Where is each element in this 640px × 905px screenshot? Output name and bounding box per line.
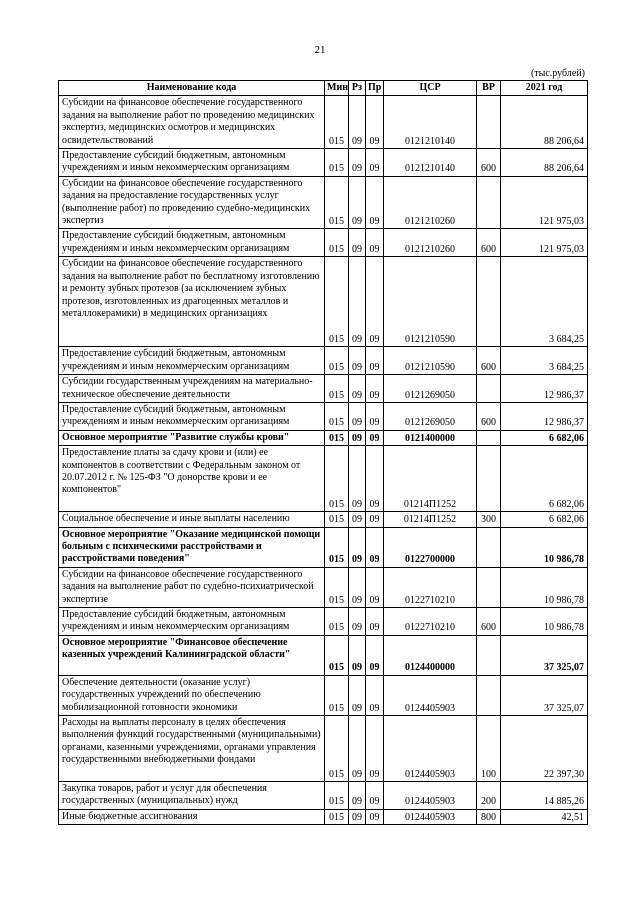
cell-pr: 09 bbox=[366, 716, 384, 782]
cell-name: Иные бюджетные ассигнования bbox=[59, 809, 325, 824]
cell-name: Субсидии на финансовое обеспечение государственного задания на выполнение работ по проведению медицинских экспертиз, медицинских осмотров и медицинских освидетельствований bbox=[59, 96, 325, 149]
cell-csr: 0121210140 bbox=[384, 96, 477, 149]
cell-pr: 09 bbox=[366, 149, 384, 177]
cell-min: 015 bbox=[325, 375, 349, 403]
table-row bbox=[59, 347, 588, 375]
cell-vr bbox=[477, 176, 501, 229]
cell-sum: 12 986,37 bbox=[501, 375, 588, 403]
table-row bbox=[59, 446, 588, 512]
cell-vr bbox=[477, 446, 501, 512]
table-row bbox=[59, 809, 588, 824]
cell-csr: 0124400000 bbox=[384, 635, 477, 675]
cell-sum: 6 682,06 bbox=[501, 430, 588, 445]
cell-vr: 600 bbox=[477, 607, 501, 635]
cell-pr: 09 bbox=[366, 347, 384, 375]
table-row bbox=[59, 675, 588, 715]
cell-min: 015 bbox=[325, 430, 349, 445]
cell-rz: 09 bbox=[349, 527, 366, 567]
cell-vr bbox=[477, 257, 501, 347]
table-row bbox=[59, 527, 588, 567]
cell-csr: 0122700000 bbox=[384, 527, 477, 567]
cell-min: 015 bbox=[325, 567, 349, 607]
table-header-row bbox=[59, 81, 588, 96]
cell-min: 015 bbox=[325, 675, 349, 715]
cell-name: Предоставление субсидий бюджетным, автономным учреждениям и иным некоммерческим организациям bbox=[59, 347, 325, 375]
cell-pr: 09 bbox=[366, 176, 384, 229]
cell-pr: 09 bbox=[366, 257, 384, 347]
cell-sum: 88 206,64 bbox=[501, 149, 588, 177]
cell-sum: 10 986,78 bbox=[501, 527, 588, 567]
cell-rz: 09 bbox=[349, 675, 366, 715]
cell-name: Субсидии на финансовое обеспечение государственного задания на выполнение работ по бесплатному изготовлению и ремонту зубных протезов (за исключением зубных протезов, изготовленных из драгоценных металлов и металлокерамики) в медицинских организациях bbox=[59, 257, 325, 347]
table-row bbox=[59, 567, 588, 607]
cell-pr: 09 bbox=[366, 402, 384, 430]
cell-rz: 09 bbox=[349, 149, 366, 177]
cell-pr: 09 bbox=[366, 512, 384, 527]
cell-min: 015 bbox=[325, 149, 349, 177]
cell-rz: 09 bbox=[349, 96, 366, 149]
cell-rz: 09 bbox=[349, 716, 366, 782]
cell-sum: 10 986,78 bbox=[501, 567, 588, 607]
cell-csr: 0121269050 bbox=[384, 402, 477, 430]
cell-csr: 0124405903 bbox=[384, 716, 477, 782]
cell-name: Обеспечение деятельности (оказание услуг) государственных учреждений по обеспечению мобилизационной готовности экономики bbox=[59, 675, 325, 715]
cell-pr: 09 bbox=[366, 430, 384, 445]
cell-vr bbox=[477, 527, 501, 567]
cell-pr: 09 bbox=[366, 375, 384, 403]
cell-vr: 100 bbox=[477, 716, 501, 782]
cell-min: 015 bbox=[325, 782, 349, 810]
cell-name: Расходы на выплаты персоналу в целях обеспечения выполнения функций государственными (муниципальными) органами, казенными учреждениями, органами управления государственными внебюджетными фондами bbox=[59, 716, 325, 782]
cell-vr bbox=[477, 375, 501, 403]
header-pr: Пр bbox=[366, 81, 384, 96]
cell-rz: 09 bbox=[349, 375, 366, 403]
cell-sum: 10 986,78 bbox=[501, 607, 588, 635]
cell-pr: 09 bbox=[366, 96, 384, 149]
cell-csr: 0121210260 bbox=[384, 176, 477, 229]
cell-csr: 0121210590 bbox=[384, 257, 477, 347]
cell-name: Основное мероприятие "Финансовое обеспечение казенных учреждений Калининградской области" bbox=[59, 635, 325, 675]
cell-sum: 121 975,03 bbox=[501, 176, 588, 229]
cell-csr: 0122710210 bbox=[384, 567, 477, 607]
table-row bbox=[59, 430, 588, 445]
table-row bbox=[59, 782, 588, 810]
cell-csr: 0121269050 bbox=[384, 375, 477, 403]
cell-rz: 09 bbox=[349, 176, 366, 229]
cell-vr bbox=[477, 675, 501, 715]
cell-vr bbox=[477, 567, 501, 607]
cell-rz: 09 bbox=[349, 782, 366, 810]
table-row bbox=[59, 229, 588, 257]
table-row bbox=[59, 257, 588, 347]
cell-rz: 09 bbox=[349, 512, 366, 527]
header-rz: Рз bbox=[349, 81, 366, 96]
cell-rz: 09 bbox=[349, 446, 366, 512]
cell-min: 015 bbox=[325, 809, 349, 824]
cell-csr: 01214П1252 bbox=[384, 446, 477, 512]
cell-rz: 09 bbox=[349, 430, 366, 445]
table-body bbox=[59, 96, 588, 825]
cell-name: Предоставление субсидий бюджетным, автономным учреждениям и иным некоммерческим организациям bbox=[59, 607, 325, 635]
cell-csr: 0124405903 bbox=[384, 809, 477, 824]
header-name: Наименование кода bbox=[59, 81, 325, 96]
cell-min: 015 bbox=[325, 257, 349, 347]
cell-name: Предоставление субсидий бюджетным, автономным учреждениям и иным некоммерческим организациям bbox=[59, 402, 325, 430]
cell-rz: 09 bbox=[349, 229, 366, 257]
cell-sum: 14 885,26 bbox=[501, 782, 588, 810]
cell-rz: 09 bbox=[349, 347, 366, 375]
cell-csr: 0124405903 bbox=[384, 675, 477, 715]
cell-rz: 09 bbox=[349, 607, 366, 635]
cell-sum: 37 325,07 bbox=[501, 675, 588, 715]
header-csr: ЦСР bbox=[384, 81, 477, 96]
cell-min: 015 bbox=[325, 347, 349, 375]
cell-min: 015 bbox=[325, 607, 349, 635]
cell-sum: 42,51 bbox=[501, 809, 588, 824]
cell-vr: 800 bbox=[477, 809, 501, 824]
cell-name: Предоставление платы за сдачу крови и (или) ее компонентов в соответствии с Федеральным законом от 20.07.2012 г. № 125-ФЗ "О донорстве крови и ее компонентов" bbox=[59, 446, 325, 512]
cell-sum: 6 682,06 bbox=[501, 512, 588, 527]
header-vr: ВР bbox=[477, 81, 501, 96]
table-row bbox=[59, 512, 588, 527]
table-row bbox=[59, 149, 588, 177]
cell-min: 015 bbox=[325, 229, 349, 257]
cell-name: Субсидии на финансовое обеспечение государственного задания на выполнение работ по судебно-психиатрической экспертизе bbox=[59, 567, 325, 607]
table-row bbox=[59, 402, 588, 430]
cell-sum: 3 684,25 bbox=[501, 347, 588, 375]
cell-sum: 121 975,03 bbox=[501, 229, 588, 257]
cell-vr: 600 bbox=[477, 149, 501, 177]
cell-pr: 09 bbox=[366, 675, 384, 715]
budget-table bbox=[58, 80, 588, 825]
header-year: 2021 год bbox=[501, 81, 588, 96]
cell-vr: 200 bbox=[477, 782, 501, 810]
cell-min: 015 bbox=[325, 446, 349, 512]
cell-rz: 09 bbox=[349, 567, 366, 607]
cell-csr: 0121210590 bbox=[384, 347, 477, 375]
cell-pr: 09 bbox=[366, 229, 384, 257]
cell-csr: 0121210140 bbox=[384, 149, 477, 177]
cell-min: 015 bbox=[325, 527, 349, 567]
cell-name: Субсидии на финансовое обеспечение государственного задания на предоставление государственных услуг (выполнение работ) по проведению судебно-медицинских экспертиз bbox=[59, 176, 325, 229]
cell-vr: 600 bbox=[477, 229, 501, 257]
cell-name: Предоставление субсидий бюджетным, автономным учреждениям и иным некоммерческим организациям bbox=[59, 149, 325, 177]
table-row bbox=[59, 716, 588, 782]
cell-pr: 09 bbox=[366, 635, 384, 675]
cell-name: Основное мероприятие "Развитие службы крови" bbox=[59, 430, 325, 445]
cell-name: Закупка товаров, работ и услуг для обеспечения государственных (муниципальных) нужд bbox=[59, 782, 325, 810]
header-min: Мин bbox=[325, 81, 349, 96]
cell-csr: 01214П1252 bbox=[384, 512, 477, 527]
cell-pr: 09 bbox=[366, 446, 384, 512]
cell-vr: 600 bbox=[477, 402, 501, 430]
cell-rz: 09 bbox=[349, 402, 366, 430]
cell-min: 015 bbox=[325, 176, 349, 229]
page-number: 21 bbox=[314, 44, 326, 56]
cell-name: Социальное обеспечение и иные выплаты населению bbox=[59, 512, 325, 527]
cell-vr: 600 bbox=[477, 347, 501, 375]
cell-vr bbox=[477, 430, 501, 445]
cell-sum: 37 325,07 bbox=[501, 635, 588, 675]
cell-min: 015 bbox=[325, 96, 349, 149]
cell-sum: 6 682,06 bbox=[501, 446, 588, 512]
cell-rz: 09 bbox=[349, 635, 366, 675]
cell-min: 015 bbox=[325, 716, 349, 782]
cell-pr: 09 bbox=[366, 527, 384, 567]
cell-csr: 0124405903 bbox=[384, 782, 477, 810]
cell-pr: 09 bbox=[366, 607, 384, 635]
cell-rz: 09 bbox=[349, 809, 366, 824]
table-row bbox=[59, 176, 588, 229]
cell-vr bbox=[477, 635, 501, 675]
cell-vr: 300 bbox=[477, 512, 501, 527]
cell-csr: 0121400000 bbox=[384, 430, 477, 445]
cell-pr: 09 bbox=[366, 809, 384, 824]
cell-name: Предоставление субсидий бюджетным, автономным учреждениям и иным некоммерческим организациям bbox=[59, 229, 325, 257]
units-note: (тыс.рублей) bbox=[530, 68, 585, 79]
table-row bbox=[59, 375, 588, 403]
cell-csr: 0122710210 bbox=[384, 607, 477, 635]
table-row bbox=[59, 607, 588, 635]
cell-sum: 88 206,64 bbox=[501, 96, 588, 149]
cell-rz: 09 bbox=[349, 257, 366, 347]
table-row bbox=[59, 635, 588, 675]
cell-csr: 0121210260 bbox=[384, 229, 477, 257]
cell-min: 015 bbox=[325, 402, 349, 430]
cell-pr: 09 bbox=[366, 567, 384, 607]
cell-name: Основное мероприятие "Оказание медицинской помощи больным с психическими расстройствами и расстройствами поведения" bbox=[59, 527, 325, 567]
cell-min: 015 bbox=[325, 635, 349, 675]
cell-sum: 3 684,25 bbox=[501, 257, 588, 347]
table-row bbox=[59, 96, 588, 149]
cell-sum: 12 986,37 bbox=[501, 402, 588, 430]
cell-min: 015 bbox=[325, 512, 349, 527]
cell-name: Субсидии государственным учреждениям на материально-техническое обеспечение деятельности bbox=[59, 375, 325, 403]
cell-vr bbox=[477, 96, 501, 149]
cell-pr: 09 bbox=[366, 782, 384, 810]
cell-sum: 22 397,30 bbox=[501, 716, 588, 782]
